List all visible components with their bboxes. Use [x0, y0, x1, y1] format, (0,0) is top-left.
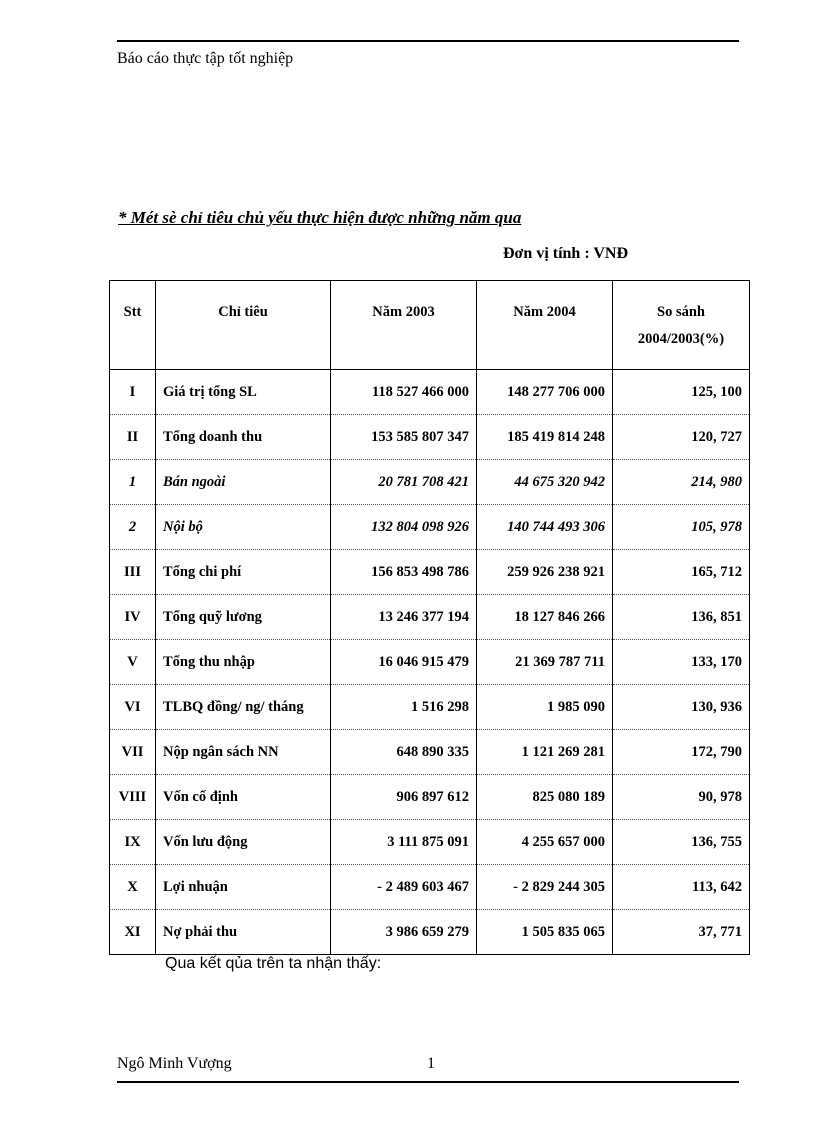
row-year-2003: 156 853 498 786	[331, 550, 477, 595]
row-stt: 1	[110, 460, 156, 505]
header-rule	[117, 40, 739, 42]
row-indicator: Nội bộ	[156, 505, 331, 550]
row-indicator: Tổng chi phí	[156, 550, 331, 595]
row-stt: I	[110, 370, 156, 415]
row-ratio: 214, 980	[613, 460, 750, 505]
header-compare-line2: 2004/2003(%)	[637, 331, 725, 347]
table-row	[110, 460, 750, 505]
table-row	[110, 685, 750, 730]
author-name: Ngô Minh Vượng	[117, 1055, 232, 1072]
document-header: Báo cáo thực tập tốt nghiệp	[117, 50, 294, 67]
row-stt: III	[110, 550, 156, 595]
header-stt: Stt	[110, 281, 156, 370]
row-ratio: 125, 100	[613, 370, 750, 415]
row-indicator: Tổng thu nhập	[156, 640, 331, 685]
row-stt: X	[110, 865, 156, 910]
row-ratio: 165, 712	[613, 550, 750, 595]
unit-label: Đơn vị tính : VNĐ	[503, 245, 629, 262]
row-ratio: 90, 978	[613, 775, 750, 820]
row-stt: II	[110, 415, 156, 460]
row-stt: IX	[110, 820, 156, 865]
row-year-2004: 825 080 189	[477, 775, 613, 820]
row-indicator: TLBQ đồng/ ng/ tháng	[156, 685, 331, 730]
row-year-2004: 44 675 320 942	[477, 460, 613, 505]
table-row	[110, 775, 750, 820]
row-indicator: Vốn cố định	[156, 775, 331, 820]
row-year-2003: 906 897 612	[331, 775, 477, 820]
header-compare-line1: So sánh	[657, 304, 705, 320]
row-ratio: 37, 771	[613, 910, 750, 955]
row-stt: 2	[110, 505, 156, 550]
indicator-table	[109, 280, 750, 955]
row-year-2003: 132 804 098 926	[331, 505, 477, 550]
row-ratio: 133, 170	[613, 640, 750, 685]
row-ratio: 172, 790	[613, 730, 750, 775]
section-title: * Mét sè chỉ tiêu chủ yếu thực hiện được những năm qua	[118, 208, 522, 227]
row-ratio: 136, 755	[613, 820, 750, 865]
row-indicator: Giá trị tổng SL	[156, 370, 331, 415]
row-stt: VII	[110, 730, 156, 775]
table-row	[110, 910, 750, 955]
table-row	[110, 595, 750, 640]
row-ratio: 130, 936	[613, 685, 750, 730]
table-row	[110, 640, 750, 685]
row-year-2004: 259 926 238 921	[477, 550, 613, 595]
table-row	[110, 820, 750, 865]
footer-rule	[117, 1081, 739, 1083]
row-stt: VIII	[110, 775, 156, 820]
row-indicator: Tổng doanh thu	[156, 415, 331, 460]
row-year-2004: 140 744 493 306	[477, 505, 613, 550]
row-year-2003: 118 527 466 000	[331, 370, 477, 415]
row-indicator: Nộp ngân sách NN	[156, 730, 331, 775]
row-year-2004: 21 369 787 711	[477, 640, 613, 685]
conclusion-text: Qua kết qủa trên ta nhận thấy:	[165, 955, 382, 972]
row-year-2003: 20 781 708 421	[331, 460, 477, 505]
row-indicator: Lợi nhuận	[156, 865, 331, 910]
row-year-2003: 3 111 875 091	[331, 820, 477, 865]
row-indicator: Nợ phải thu	[156, 910, 331, 955]
row-year-2003: - 2 489 603 467	[331, 865, 477, 910]
table-header-row	[110, 281, 750, 370]
table-row	[110, 865, 750, 910]
header-compare	[613, 281, 750, 370]
row-year-2003: 3 986 659 279	[331, 910, 477, 955]
row-indicator: Vốn lưu động	[156, 820, 331, 865]
row-year-2004: 148 277 706 000	[477, 370, 613, 415]
table-row	[110, 505, 750, 550]
row-ratio: 136, 851	[613, 595, 750, 640]
row-year-2003: 16 046 915 479	[331, 640, 477, 685]
row-year-2004: 1 121 269 281	[477, 730, 613, 775]
row-stt: VI	[110, 685, 156, 730]
row-ratio: 120, 727	[613, 415, 750, 460]
row-stt: IV	[110, 595, 156, 640]
table-row	[110, 550, 750, 595]
table-row	[110, 730, 750, 775]
row-indicator: Tổng quỹ lương	[156, 595, 331, 640]
row-year-2004: 185 419 814 248	[477, 415, 613, 460]
row-indicator: Bán ngoài	[156, 460, 331, 505]
row-year-2004: 4 255 657 000	[477, 820, 613, 865]
row-stt: XI	[110, 910, 156, 955]
row-year-2004: - 2 829 244 305	[477, 865, 613, 910]
row-year-2003: 1 516 298	[331, 685, 477, 730]
header-year-2004: Năm 2004	[477, 281, 613, 370]
header-indicator: Chỉ tiêu	[156, 281, 331, 370]
row-year-2004: 1 985 090	[477, 685, 613, 730]
row-year-2003: 13 246 377 194	[331, 595, 477, 640]
table-row	[110, 370, 750, 415]
row-year-2003: 153 585 807 347	[331, 415, 477, 460]
table-row	[110, 415, 750, 460]
row-stt: V	[110, 640, 156, 685]
row-year-2004: 18 127 846 266	[477, 595, 613, 640]
row-year-2003: 648 890 335	[331, 730, 477, 775]
row-ratio: 105, 978	[613, 505, 750, 550]
header-year-2003: Năm 2003	[331, 281, 477, 370]
row-year-2004: 1 505 835 065	[477, 910, 613, 955]
row-ratio: 113, 642	[613, 865, 750, 910]
page-number: 1	[427, 1055, 435, 1072]
